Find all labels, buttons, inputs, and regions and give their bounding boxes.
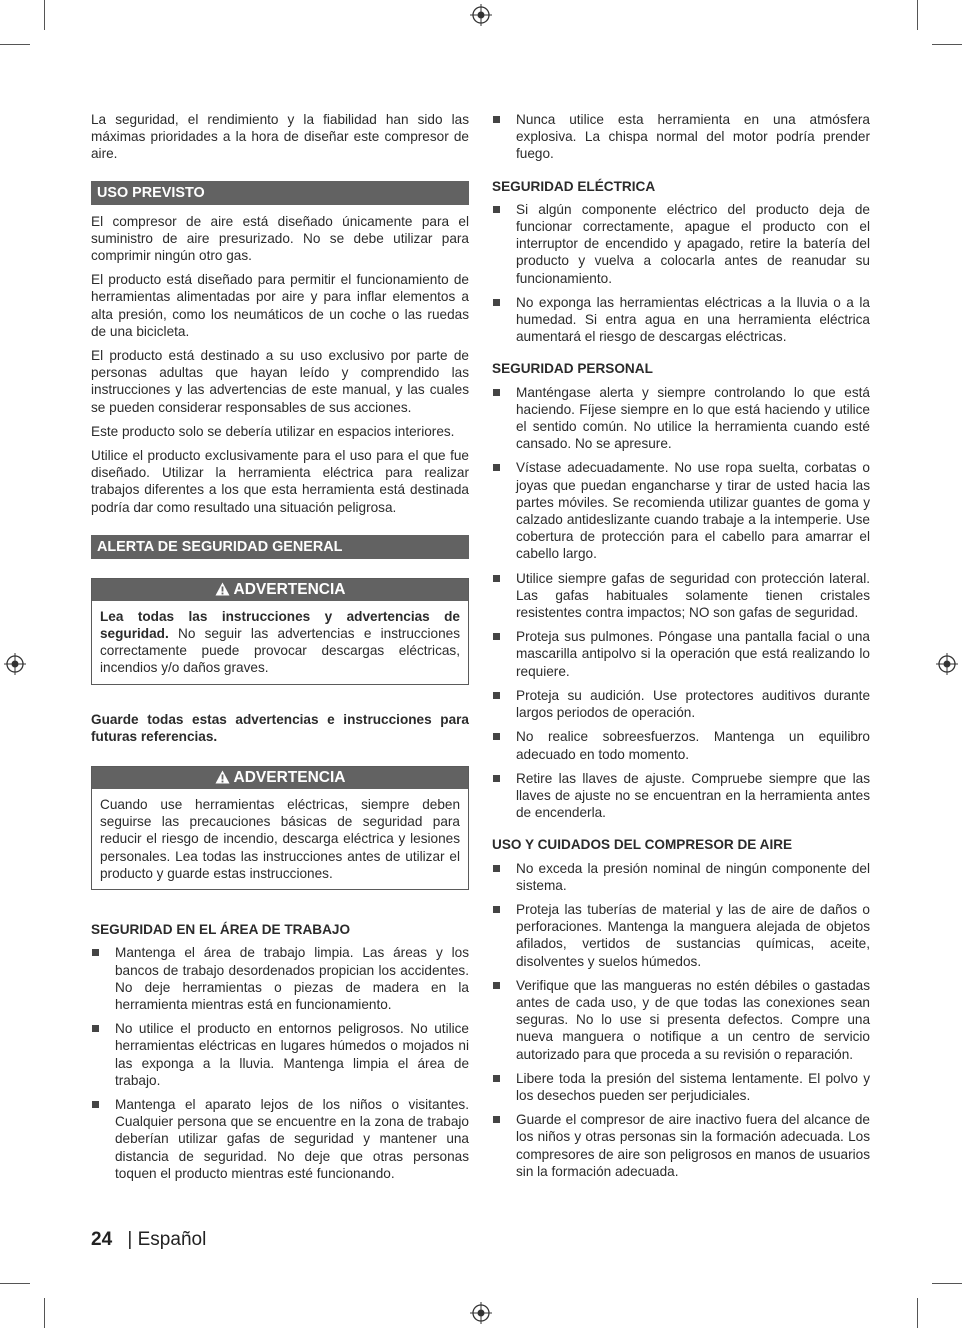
crop-mark [932, 1283, 962, 1284]
bullet-list [492, 384, 870, 822]
list-item: Libere toda la presión del sistema lentamente. El polvo y los desechos pueden ser perjudiciales. [492, 1070, 870, 1104]
intro-paragraph: La seguridad, el rendimiento y la fiabilidad han sido las máximas prioridades a la hora de diseñar este compresor de aire. [91, 112, 469, 162]
registration-mark-icon [470, 4, 492, 26]
bullet-square-icon [493, 692, 500, 699]
registration-mark-icon [470, 1302, 492, 1324]
paragraph: El producto está diseñado para permitir el funcionamiento de herramientas alimentadas por aire y para inflar elementos a alta presión, como los neumáticos de un coche o las ruedas de una bicicleta. [91, 272, 469, 339]
paragraph: El compresor de aire está diseñado únicamente para el suministro de aire presurizado. No se debe utilizar para comprimir ningún otro gas. [91, 213, 469, 264]
list-item: Guarde el compresor de aire inactivo fuera del alcance de los niños y otras personas sin la formación adecuada. Los compresores de aire son peligrosos en manos de usuarios sin la formación adecuada. [492, 1111, 870, 1180]
bullet-square-icon [493, 464, 500, 471]
bullet-list [492, 111, 870, 163]
crop-mark [932, 44, 962, 45]
bullet-list [91, 944, 469, 1182]
bullet-square-icon [493, 1075, 500, 1082]
page-footer [91, 1229, 206, 1251]
bullet-square-icon [493, 865, 500, 872]
bullet-square-icon [92, 1025, 99, 1032]
warning-bold-text: Lea todas las instrucciones y advertencias de seguridad. [100, 608, 460, 642]
list-item: Mantenga el aparato lejos de los niños o visitantes. Cualquier persona que se encuentre en la zona de trabajo deberían utilizar gafas de seguridad y mantener una distancia de seguridad. No deje que otras personas toquen el producto mientras esté funcionando. [91, 1096, 469, 1182]
registration-mark-icon [4, 653, 26, 675]
paragraph: Utilice el producto exclusivamente para el uso para el que fue diseñado. Utilizar la herramienta eléctrica para realizar trabajos diferentes a los que esta herramienta está destinada podría dar como resultado una situación peligrosa. [91, 448, 469, 515]
warning-header [92, 767, 468, 789]
registration-mark-icon [936, 653, 958, 675]
bullet-square-icon [493, 775, 500, 782]
list-item: Si algún componente eléctrico del producto deja de funcionar correctamente, apague el producto con el interruptor de encendido y apagado, retire la batería del producto y vuelva a colocarla antes de reanudar su funcionamiento. [492, 201, 870, 287]
warning-label: ADVERTENCIA [233, 769, 346, 787]
warning-header [92, 579, 468, 601]
paragraph: El producto está destinado a su uso exclusivo por parte de personas adultas que hayan leído y comprendido las instrucciones y las advertencias de este manual, y las cuales se pueden considerar responsables de sus acciones. [91, 348, 469, 415]
list-item: Manténgase alerta y siempre controlando lo que está haciendo. Fíjese siempre en lo que está haciendo y utilice el sentido común. No utilice la herramienta cuando esté cansado. No se apresure. [492, 384, 870, 453]
bullet-list [492, 201, 870, 346]
bullet-square-icon [493, 206, 500, 213]
subheading-area-trabajo: SEGURIDAD EN EL ÁREA DE TRABAJO [91, 922, 351, 938]
subheading-compresor: USO Y CUIDADOS DEL COMPRESOR DE AIRE [492, 837, 793, 853]
section-heading-alerta: ALERTA DE SEGURIDAD GENERAL [91, 535, 469, 559]
list-item: Utilice siempre gafas de seguridad con protección lateral. Las gafas habituales solamente tienen cristales resistentes contra impactos; NO son gafas de seguridad. [492, 570, 870, 622]
crop-mark [44, 0, 45, 30]
bullet-square-icon [493, 575, 500, 582]
bullet-square-icon [493, 906, 500, 913]
warning-triangle-icon [215, 770, 230, 784]
page-number: 24 [91, 1229, 113, 1250]
list-item: No utilice el producto en entornos peligrosos. No utilice herramientas eléctricas en lugares húmedos o mojados ni las exponga a la lluvia. Mantenga limpia el área de trabajo. [91, 1020, 469, 1089]
crop-mark [917, 0, 918, 30]
list-item: Retire las llaves de ajuste. Compruebe siempre que las llaves de ajuste no se encuentran en la herramienta antes de encenderla. [492, 770, 870, 822]
bullet-square-icon [92, 1101, 99, 1108]
warning-label: ADVERTENCIA [233, 580, 346, 598]
crop-mark [917, 1298, 918, 1328]
bullet-list [492, 860, 870, 1180]
list-item: Verifique que las mangueras no estén débiles o gastadas antes de cada uso, y de que todas las conexiones sean seguras. No lo use si presenta defectos. Compre una nueva manguera o notifique a un centro de servicio autorizado para que proceda a su revisión o reparación. [492, 977, 870, 1063]
list-item: Vístase adecuadamente. No use ropa suelta, corbatas o joyas que puedan engancharse y tirar de usted hacia las partes móviles. Se recomienda utilizar guantes de goma y calzado antideslizante cuando trabaje a la intemperie. Use cobertura de protección para el cabello para amarrar el cabello largo. [492, 459, 870, 562]
warning-body: Cuando use herramientas eléctricas, siempre deben seguirse las precauciones básicas de seguridad para reducir el riesgo de incendio, descarga eléctrica y lesiones personales. Lea todas las instrucciones antes de utilizar el producto y guarde estas instrucciones. [100, 797, 460, 881]
left-column [91, 111, 469, 1189]
bullet-square-icon [493, 116, 500, 123]
bullet-square-icon [92, 949, 99, 956]
list-item: No realice sobreesfuerzos. Mantenga un equilibro adecuado en todo momento. [492, 728, 870, 762]
bullet-square-icon [493, 982, 500, 989]
bullet-square-icon [493, 1116, 500, 1123]
subheading-personal: SEGURIDAD PERSONAL [492, 361, 653, 377]
bullet-square-icon [493, 633, 500, 640]
language-label: | Español [127, 1229, 207, 1250]
list-item: Proteja las tuberías de material y las de aire de daños o perforaciones. Mantenga la manguera alejada de objetos afilados, vertidos de sustancias químicas, aceite, disolventes y suelos húmedos. [492, 901, 870, 970]
list-item: Proteja su audición. Use protectores auditivos durante largos periodos de operación. [492, 687, 870, 721]
list-item: Proteja sus pulmones. Póngase una pantalla facial o una mascarilla antipolvo si la operación que está realizando lo requiere. [492, 628, 870, 680]
warning-box [91, 578, 469, 685]
warning-body [92, 601, 468, 684]
paragraph: Este producto solo se debería utilizar en espacios interiores. [91, 423, 455, 439]
warning-triangle-icon [215, 582, 230, 596]
keep-instructions-note: Guarde todas estas advertencias e instrucciones para futuras referencias. [91, 711, 469, 744]
subheading-electrica: SEGURIDAD ELÉCTRICA [492, 178, 656, 194]
list-item: Nunca utilice esta herramienta en una atmósfera explosiva. La chispa normal del motor podría prender fuego. [492, 111, 870, 163]
bullet-square-icon [493, 389, 500, 396]
crop-mark [0, 1283, 30, 1284]
right-column [492, 111, 870, 1187]
bullet-square-icon [493, 733, 500, 740]
warning-box [91, 766, 469, 890]
section-heading-uso-previsto: USO PREVISTO [91, 181, 469, 205]
list-item: No exponga las herramientas eléctricas a la lluvia o a la humedad. Si entra agua en una herramienta eléctrica aumentará el riesgo de descargas eléctricas. [492, 294, 870, 346]
bullet-square-icon [493, 299, 500, 306]
list-item: No exceda la presión nominal de ningún componente del sistema. [492, 860, 870, 894]
list-item: Mantenga el área de trabajo limpia. Las áreas y los bancos de trabajo desordenados propician los accidentes. No deje herramientas o piezas de madera en la herramienta mientras está en funcionamiento. [91, 944, 469, 1013]
crop-mark [44, 1298, 45, 1328]
warning-text: No seguir las advertencias e instrucciones correctamente puede provocar descargas eléctricas, incendios y/o daños graves. [100, 626, 460, 676]
crop-mark [0, 44, 30, 45]
